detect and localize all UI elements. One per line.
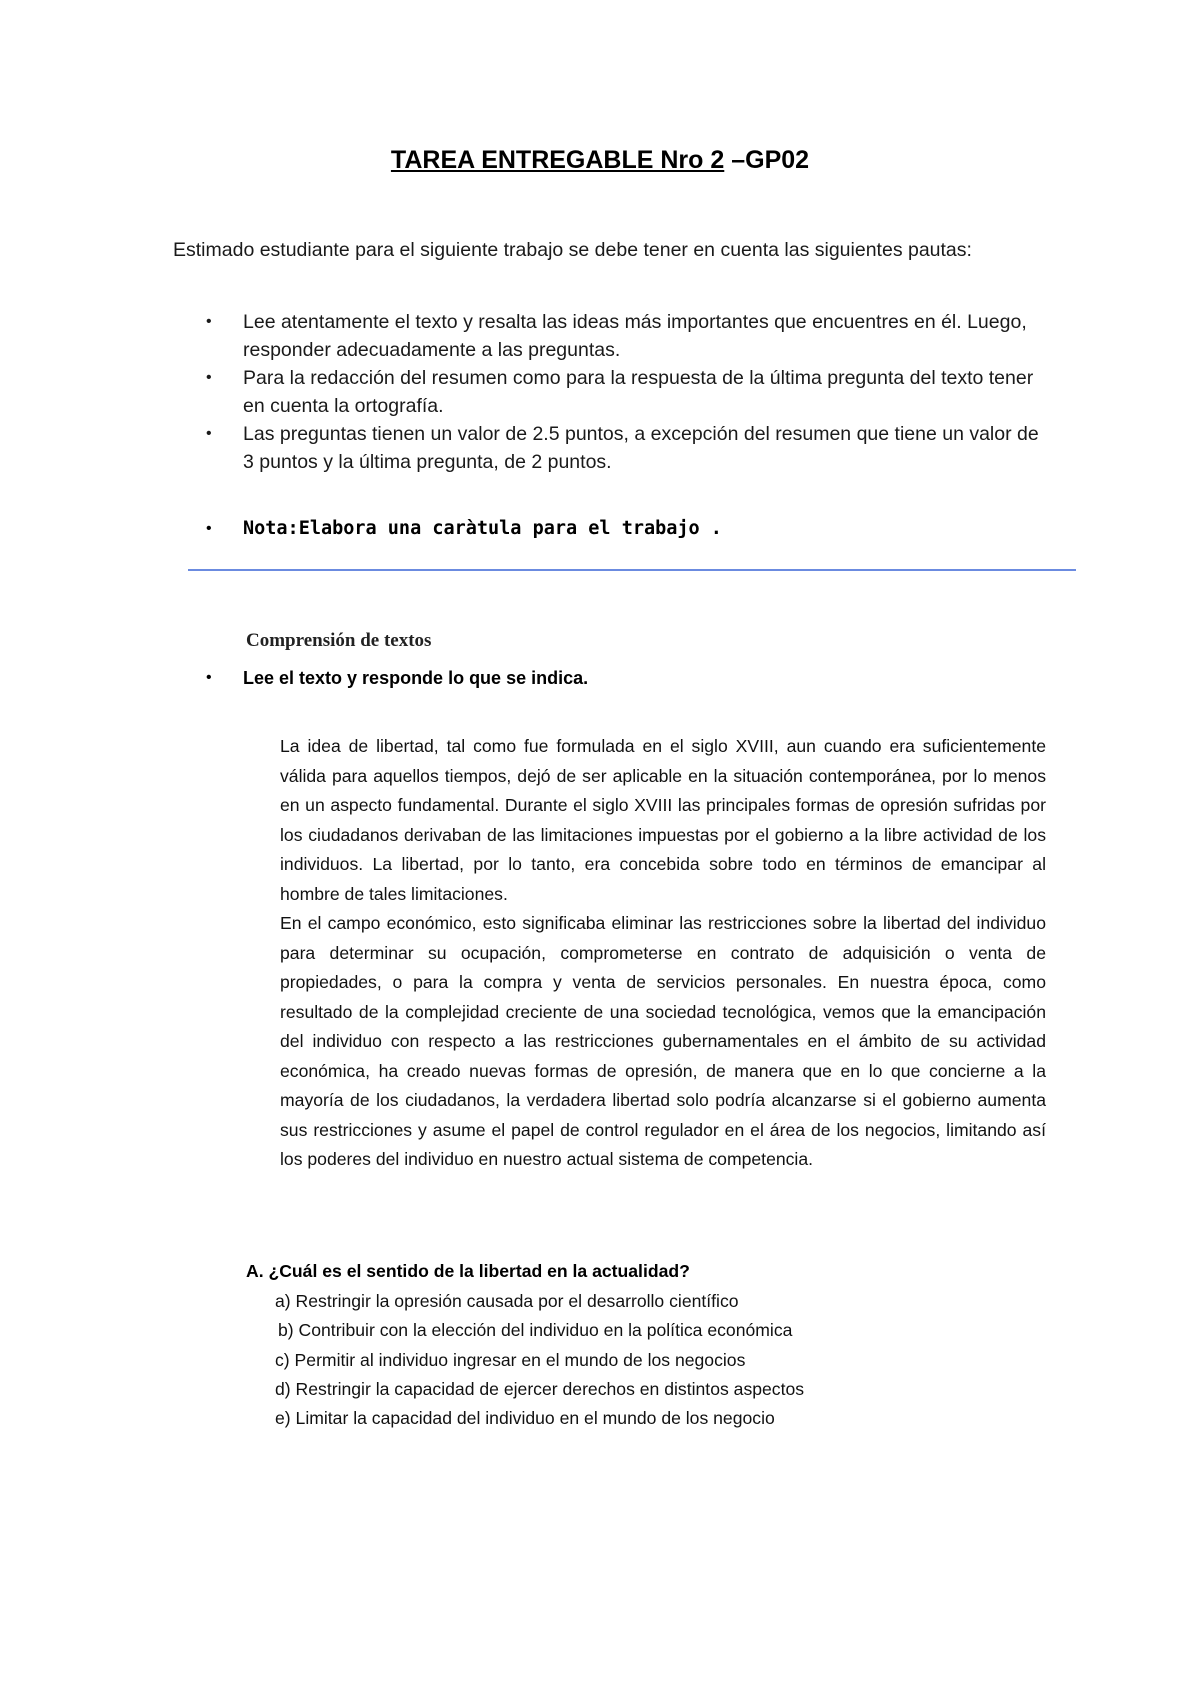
intro-paragraph: Estimado estudiante para el siguiente trabajo se debe tener en cuenta las siguientes pautas: [173,239,972,261]
title-main: TAREA ENTREGABLE Nro 2 [390,146,725,174]
answer-option: c) Permitir al individuo ingresar en el mundo de los negocios [275,1349,746,1370]
guideline-item [173,364,1053,420]
guideline-text: Para la redacción del resumen como para la respuesta de la última pregunta del texto tener en cuenta la ortografía. [243,367,1034,417]
guideline-text: Lee atentamente el texto y resalta las ideas más importantes que encuentres en él. Luego, responder adecuadamente a las preguntas. [243,311,1027,361]
guideline-item [173,308,1053,364]
instruction-line [173,664,588,692]
bullet-icon: • [206,425,212,442]
section-heading: Comprensión de textos [246,630,432,651]
instruction-text: Lee el texto y responde lo que se indica. [243,668,589,688]
horizontal-divider [188,569,1076,571]
note-line [173,515,1143,543]
bullet-icon: • [206,669,212,686]
bullet-icon: • [206,313,212,330]
passage-paragraph: La idea de libertad, tal como fue formulada en el siglo XVIII, aun cuando era suficientemente válida para aquellos tiempos, dejó de ser aplicable en la situación contemporánea, por lo menos en un aspecto fundamental. Durante el siglo XVIII las principales formas de opresión sufridas por los ciudadanos derivaban de las limitaciones impuestas por el gobierno a la libre actividad de los individuos. La libertad, por lo tanto, era concebida sobre todo en términos de emancipar al hombre de tales limitaciones. [280,736,1046,904]
document-title [0,146,1200,175]
reading-passage [280,732,1046,1175]
guideline-item [173,420,1053,476]
passage-paragraph: En el campo económico, esto significaba eliminar las restricciones sobre la libertad del individuo para determinar su ocupación, comprometerse en contrato de adquisición o venta de propiedades, o para la compra y venta de servicios personales. En nuestra época, como resultado de la complejidad creciente de una sociedad tecnológica, vemos que la emancipación del individuo con respecto a las restricciones gubernamentales en el ámbito de su actividad económica, ha creado nuevas formas de opresión, de manera que en lo que concierne a la mayoría de los ciudadanos, la verdadera libertad solo podría alcanzarse si el gobierno aumenta sus restricciones y asume el papel de control regulador en el área de los negocios, limitando así los poderes del individuo en nuestro actual sistema de competencia. [280,913,1046,1169]
bullet-icon: • [206,369,212,386]
guideline-text: Las preguntas tienen un valor de 2.5 puntos, a excepción del resumen que tiene un valor de 3 puntos y la última pregunta, de 2 puntos. [243,423,1039,473]
bullet-icon: • [206,520,212,537]
answer-option: d) Restringir la capacidad de ejercer derechos en distintos aspectos [275,1378,805,1399]
note-text: Nota:Elabora una caràtula para el trabajo . [243,518,722,539]
guidelines-list [173,308,1053,476]
answer-option: a) Restringir la opresión causada por el desarrollo científico [275,1291,739,1311]
question-heading: A. ¿Cuál es el sentido de la libertad en la actualidad? [246,1261,690,1281]
answer-options [275,1287,804,1433]
answer-option: e) Limitar la capacidad del individuo en el mundo de los negocio [275,1408,775,1429]
title-code: –GP02 [724,146,810,174]
answer-option: b) Contribuir con la elección del individuo en la política económica [278,1320,793,1341]
